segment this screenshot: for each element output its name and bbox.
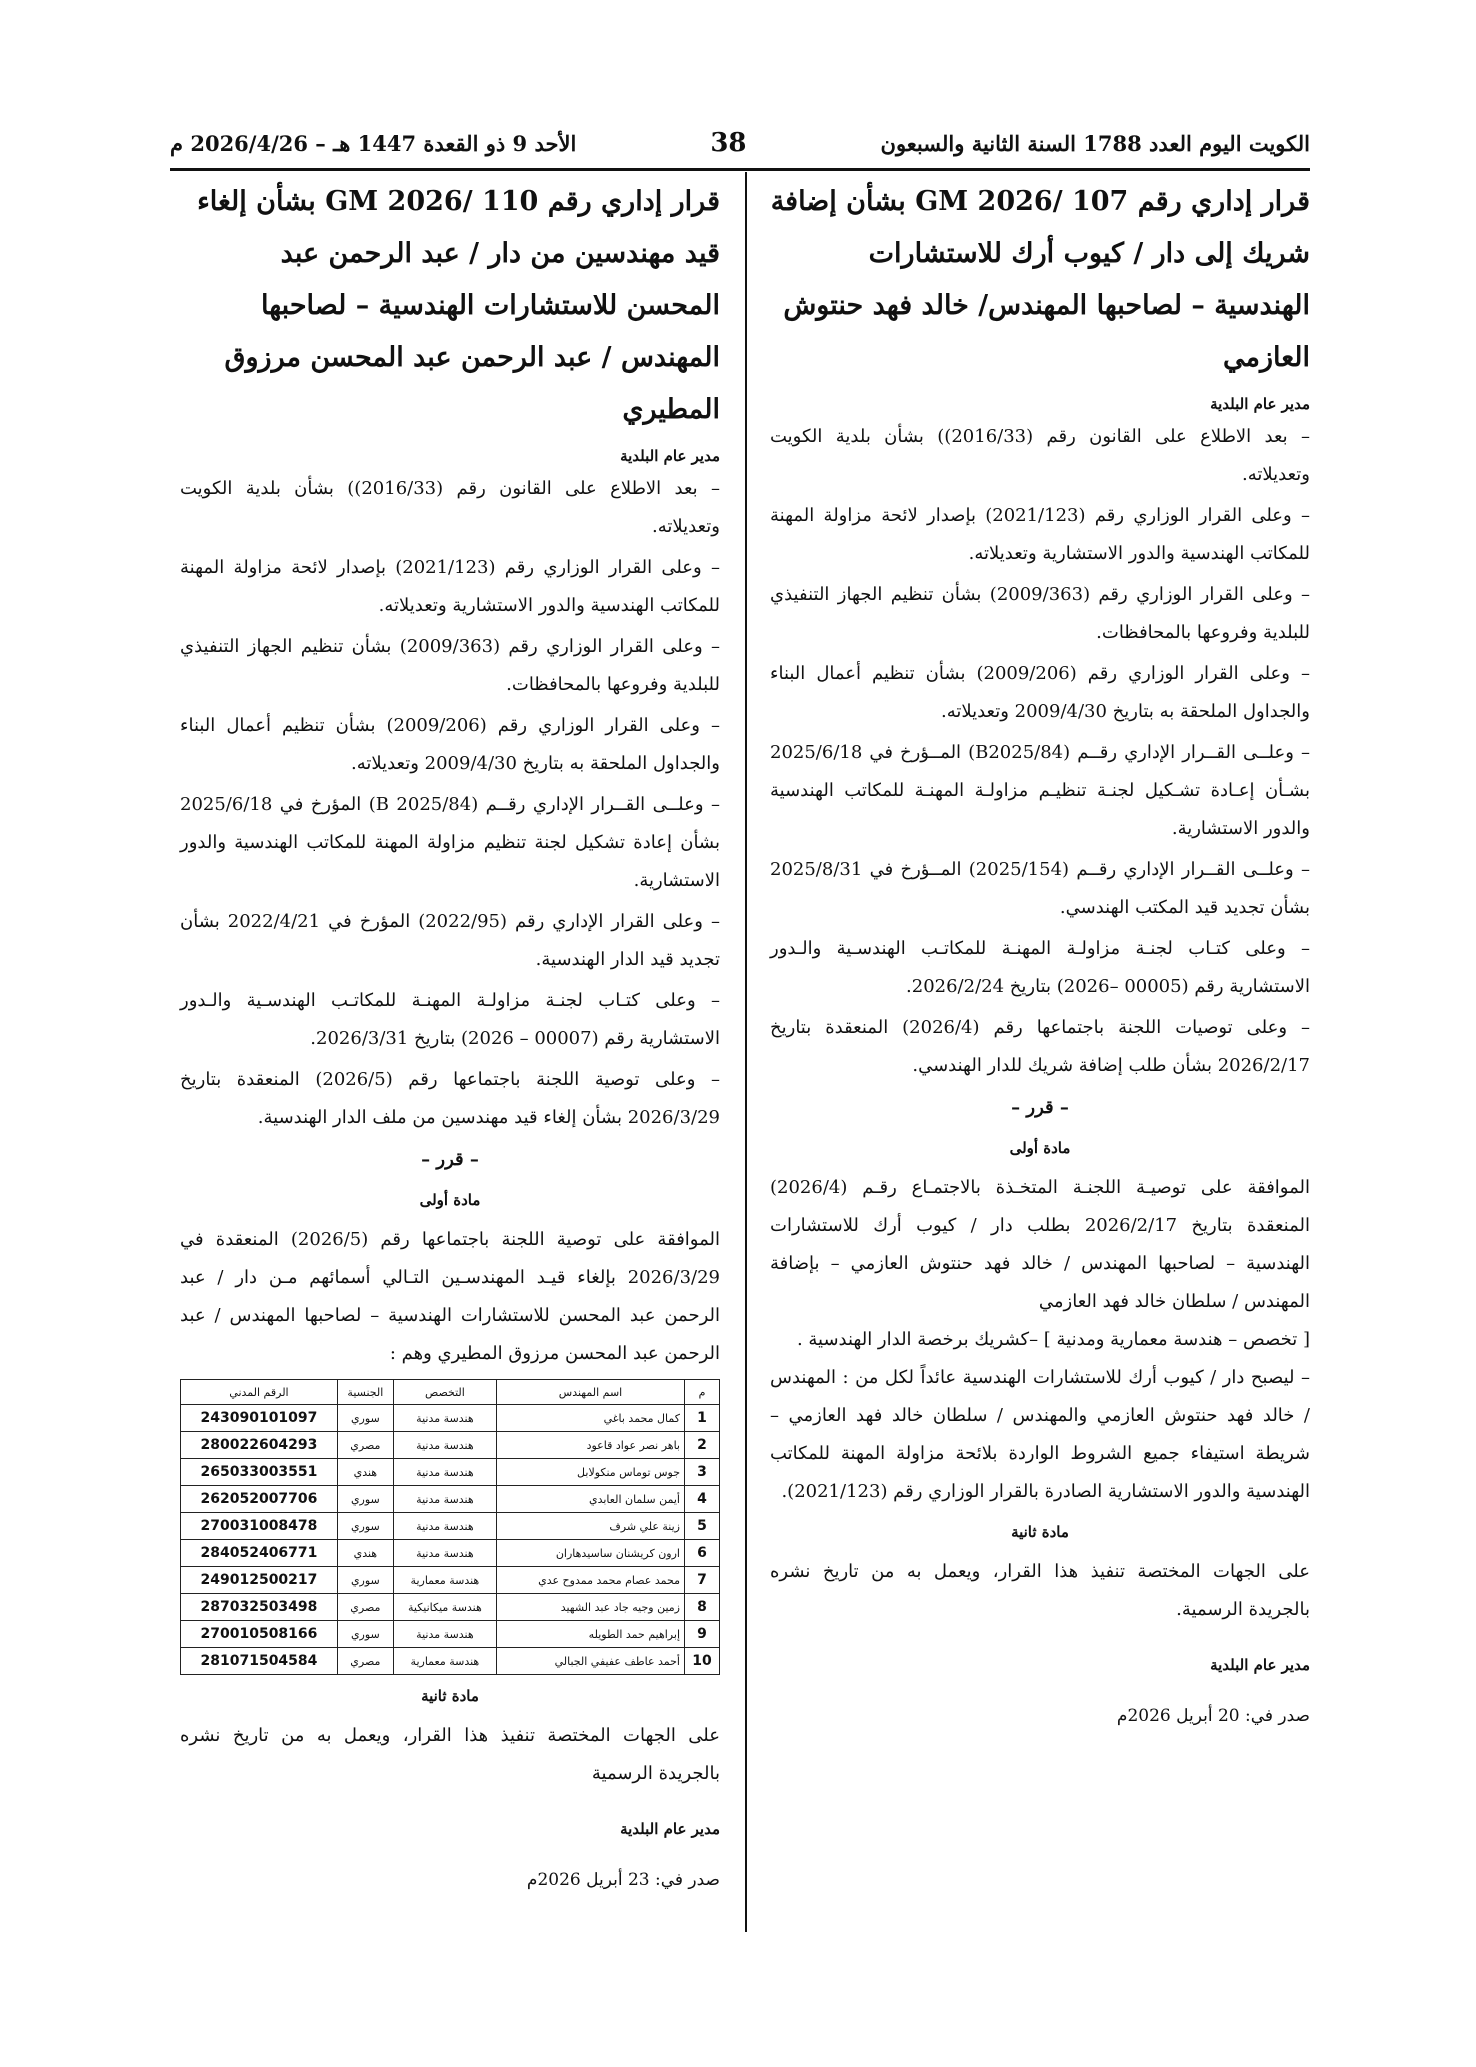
cell-specialty: هندسة ميكانيكية (393, 1594, 496, 1621)
decision-107-clause: – بعد الاطلاع على القانون رقم (2016/33)) بشأن بلدية الكويت وتعديلاته. (770, 426, 1311, 485)
header-page-number: 38 (710, 128, 747, 158)
cell-nationality: سوري (337, 1486, 393, 1513)
decision-110-article1-heading: مادة أولى (419, 1191, 481, 1209)
cell-nationality: هندي (337, 1459, 393, 1486)
header-issue-info: الكويت اليوم العدد 1788 السنة الثانية والسبعون (880, 130, 1310, 156)
table-row (181, 1540, 720, 1567)
cell-nationality: مصري (337, 1594, 393, 1621)
cell-specialty: هندسة معمارية (393, 1567, 496, 1594)
table-row (181, 1648, 720, 1675)
cell-civil-id: 243090101097 (181, 1405, 338, 1432)
cell-specialty: هندسة مدنية (393, 1405, 496, 1432)
cell-index: 7 (685, 1567, 720, 1594)
table-row (181, 1621, 720, 1648)
decision-107-article1-rule: – ليصبح دار / كيوب أرك للاستشارات الهندسية عائداً لكل من : المهندس / خالد فهد حنتوش العازمي والمهندس / سلطان خالد فهد العازمي – شريطة استيفاء جميع الشروط الواردة بلائحة مزاولة المهنة للمكاتب الهندسية والدور الاستشارية الصادرة بالقرار الوزاري رقم (2021/123). (770, 1367, 1310, 1502)
header-date: الأحد 9 ذو القعدة 1447 هـ – 2026/4/26 م (170, 130, 577, 156)
decision-110-clause: – وعلى توصية اللجنة باجتماعها رقم (2026/5) المنعقدة بتاريخ 2026/3/29 بشأن إلغاء قيد مهندسين من ملف الدار الهندسية. (180, 1069, 720, 1128)
table-row (181, 1432, 720, 1459)
decision-107-article1-text: الموافقة على توصيـة اللجنـة المتخـذة بالاجتمـاع رقـم (2026/4) المنعقدة بتاريخ 2026/2/17 بطلب دار / كيوب أرك للاستشارات الهندسية – لصاحبها المهندس / خالد فهد حنتوش العازمي – بإضافة المهندس / سلطان خالد فهد العازمي (770, 1177, 1310, 1312)
cell-name: زينة علي شرف (497, 1513, 685, 1540)
cell-index: 3 (685, 1459, 720, 1486)
decision-110-clause: – وعلى القرار الوزاري رقم (2009/363) بشأن تنظيم الجهاز التنفيذي للبلدية وفروعها بالمحافظات. (180, 636, 720, 695)
decision-110-clause: – وعلى القرار الوزاري رقم (2009/206) بشأن تنظيم أعمال البناء والجداول الملحقة به بتاريخ 2009/4/30 وتعديلاته. (180, 715, 720, 774)
cell-name: ارون كريشنان ساسيدهاران (497, 1540, 685, 1567)
decision-110-clause: – وعلى كتـاب لجنـة مزاولـة المهنـة للمكاتـب الهندسـية والـدور الاستشارية رقم (00007 – 2026) بتاريخ 2026/3/31. (180, 990, 720, 1049)
decision-107-column (770, 176, 1310, 1731)
cell-nationality: هندي (337, 1540, 393, 1567)
cell-index: 4 (685, 1486, 720, 1513)
decision-107-issued-date: صدر في: 20 أبريل 2026م (1116, 1706, 1310, 1726)
decision-107-clause: – وعلى توصيات اللجنة باجتماعها رقم (2026/4) المنعقدة بتاريخ 2026/2/17 بشأن طلب إضافة شريك للدار الهندسي. (770, 1017, 1310, 1076)
cell-civil-id: 270031008478 (181, 1513, 338, 1540)
engineers-table-header-row (181, 1380, 720, 1405)
decision-110-issued-date: صدر في: 23 أبريل 2026م (526, 1870, 720, 1890)
decision-107-issuer: مدير عام البلدية (1210, 395, 1310, 413)
cell-nationality: سوري (337, 1405, 393, 1432)
column-header-name: اسم المهندس (497, 1380, 685, 1405)
cell-name: أحمد عاطف عفيفي الجبالي (497, 1648, 685, 1675)
column-header-civil-id: الرقم المدني (181, 1380, 338, 1405)
column-header-specialty: التخصص (393, 1380, 496, 1405)
decision-110-article2-text: على الجهات المختصة تنفيذ هذا القرار، ويعمل به من تاريخ نشره بالجريدة الرسمية (180, 1725, 720, 1784)
decision-110-signature: مدير عام البلدية (620, 1820, 720, 1838)
decision-107-clause: – وعلى كتـاب لجنـة مزاولـة المهنـة للمكاتـب الهندسـية والـدور الاستشارية رقم (00005 –2026) بتاريخ 2026/2/24. (770, 938, 1310, 997)
cell-index: 5 (685, 1513, 720, 1540)
cell-civil-id: 249012500217 (181, 1567, 338, 1594)
decision-110-clause: – وعلــى القــرار الإداري رقــم (2025/84 B) المؤرخ في 2025/6/18 بشأن إعادة تشكيل لجنة تنظيم مزاولة المهنة للمكاتب الهندسية والدور الاستشارية. (180, 794, 720, 891)
decision-107-article1-heading: مادة أولى (1009, 1139, 1071, 1157)
cell-specialty: هندسة معمارية (393, 1648, 496, 1675)
table-row (181, 1513, 720, 1540)
decision-107-clause: – وعلــى القــرار الإداري رقــم (2025/154) المــؤرخ في 2025/8/31 بشأن تجديد قيد المكتب الهندسي. (770, 859, 1310, 918)
decision-110-column (180, 176, 720, 1895)
column-header-index: م (685, 1380, 720, 1405)
decision-110-clause: – بعد الاطلاع على القانون رقم (2016/33)) بشأن بلدية الكويت وتعديلاته. (180, 478, 721, 537)
decision-110-clause: – وعلى القرار الإداري رقم (2022/95) المؤرخ في 2022/4/21 بشأن تجديد قيد الدار الهندسية. (180, 911, 720, 970)
cell-specialty: هندسة مدنية (393, 1459, 496, 1486)
decision-107-clause: – وعلى القرار الوزاري رقم (2009/363) بشأن تنظيم الجهاز التنفيذي للبلدية وفروعها بالمحافظات. (770, 584, 1310, 643)
header-rule (170, 168, 1310, 171)
decision-107-title: قرار إداري رقم GM 2026/ 107 بشأن إضافة شريك إلى دار / كيوب أرك للاستشارات الهندسية – لصاحبها المهندس/ خالد فهد حنتوش العازمي (770, 186, 1310, 373)
cell-name: محمد عصام محمد ممدوح عدي (497, 1567, 685, 1594)
cell-civil-id: 262052007706 (181, 1486, 338, 1513)
decision-110-decided: – قرر – (421, 1149, 479, 1170)
decision-110-title: قرار إداري رقم GM 2026/ 110 بشأن إلغاء قيد مهندسين من دار / عبد الرحمن عبد المحسن للاستشارات الهندسية – لصاحبها المهندس / عبد الرحمن عبد المحسن مرزوق المطيري (197, 186, 720, 425)
cell-nationality: سوري (337, 1513, 393, 1540)
table-row (181, 1567, 720, 1594)
engineers-table (180, 1379, 720, 1675)
column-divider (745, 172, 747, 1932)
cell-name: إبراهيم حمد الطويله (497, 1621, 685, 1648)
cell-index: 1 (685, 1405, 720, 1432)
cell-civil-id: 284052406771 (181, 1540, 338, 1567)
table-row (181, 1405, 720, 1432)
decision-107-article2-text: على الجهات المختصة تنفيذ هذا القرار، ويعمل به من تاريخ نشره بالجريدة الرسمية. (770, 1561, 1310, 1620)
cell-nationality: مصري (337, 1648, 393, 1675)
decision-107-article1-spec: [ تخصص – هندسة معمارية ومدنية ] –كشريك برخصة الدار الهندسية . (796, 1329, 1310, 1350)
cell-civil-id: 280022604293 (181, 1432, 338, 1459)
table-row (181, 1459, 720, 1486)
page-header (170, 118, 1310, 168)
cell-civil-id: 270010508166 (181, 1621, 338, 1648)
cell-name: أيمن سلمان العابدي (497, 1486, 685, 1513)
decision-107-decided: – قرر – (1011, 1097, 1069, 1118)
cell-index: 6 (685, 1540, 720, 1567)
table-row (181, 1486, 720, 1513)
cell-index: 8 (685, 1594, 720, 1621)
column-header-nationality: الجنسية (337, 1380, 393, 1405)
cell-name: باهر نصر عواد قاعود (497, 1432, 685, 1459)
cell-specialty: هندسة مدنية (393, 1621, 496, 1648)
cell-name: زمين وجيه جاد عبد الشهيد (497, 1594, 685, 1621)
cell-specialty: هندسة مدنية (393, 1486, 496, 1513)
cell-specialty: هندسة مدنية (393, 1540, 496, 1567)
decision-110-clause: – وعلى القرار الوزاري رقم (2021/123) بإصدار لائحة مزاولة المهنة للمكاتب الهندسية والدور الاستشارية وتعديلاته. (180, 557, 721, 616)
cell-index: 2 (685, 1432, 720, 1459)
decision-107-clause: – وعلى القرار الوزاري رقم (2009/206) بشأن تنظيم أعمال البناء والجداول الملحقة به بتاريخ 2009/4/30 وتعديلاته. (770, 663, 1310, 722)
cell-nationality: مصري (337, 1432, 393, 1459)
cell-civil-id: 265033003551 (181, 1459, 338, 1486)
decision-107-signature: مدير عام البلدية (1210, 1656, 1310, 1674)
cell-civil-id: 287032503498 (181, 1594, 338, 1621)
cell-name: كمال محمد باغي (497, 1405, 685, 1432)
cell-index: 10 (685, 1648, 720, 1675)
decision-110-issuer: مدير عام البلدية (620, 447, 720, 465)
cell-specialty: هندسة مدنية (393, 1513, 496, 1540)
decision-107-clause: – وعلــى القــرار الإداري رقــم (B2025/84) المــؤرخ في 2025/6/18 بشـأن إعـادة تشـكيل لجنـة تنظيـم مزاولـة المهنـة للمكاتب الهندسية والدور الاستشارية. (770, 742, 1310, 839)
cell-nationality: سوري (337, 1567, 393, 1594)
cell-name: جوس توماس منكولابل (497, 1459, 685, 1486)
cell-civil-id: 281071504584 (181, 1648, 338, 1675)
decision-110-article2-heading: مادة ثانية (421, 1687, 479, 1705)
decision-107-article2-heading: مادة ثانية (1011, 1523, 1069, 1541)
cell-nationality: سوري (337, 1621, 393, 1648)
decision-107-clause: – وعلى القرار الوزاري رقم (2021/123) بإصدار لائحة مزاولة المهنة للمكاتب الهندسية والدور الاستشارية وتعديلاته. (770, 505, 1311, 564)
table-row (181, 1594, 720, 1621)
decision-110-article1-text: الموافقة على توصية اللجنة باجتماعها رقم (2026/5) المنعقدة في 2026/3/29 بإلغاء قيـد المهندسـين التـالي أسمائهم مـن دار / عبد الرحمن عبد المحسن للاستشارات الهندسية – لصاحبها المهندس / عبد الرحمن عبد المحسن مرزوق المطيري وهم : (180, 1229, 720, 1364)
cell-specialty: هندسة مدنية (393, 1432, 496, 1459)
cell-index: 9 (685, 1621, 720, 1648)
